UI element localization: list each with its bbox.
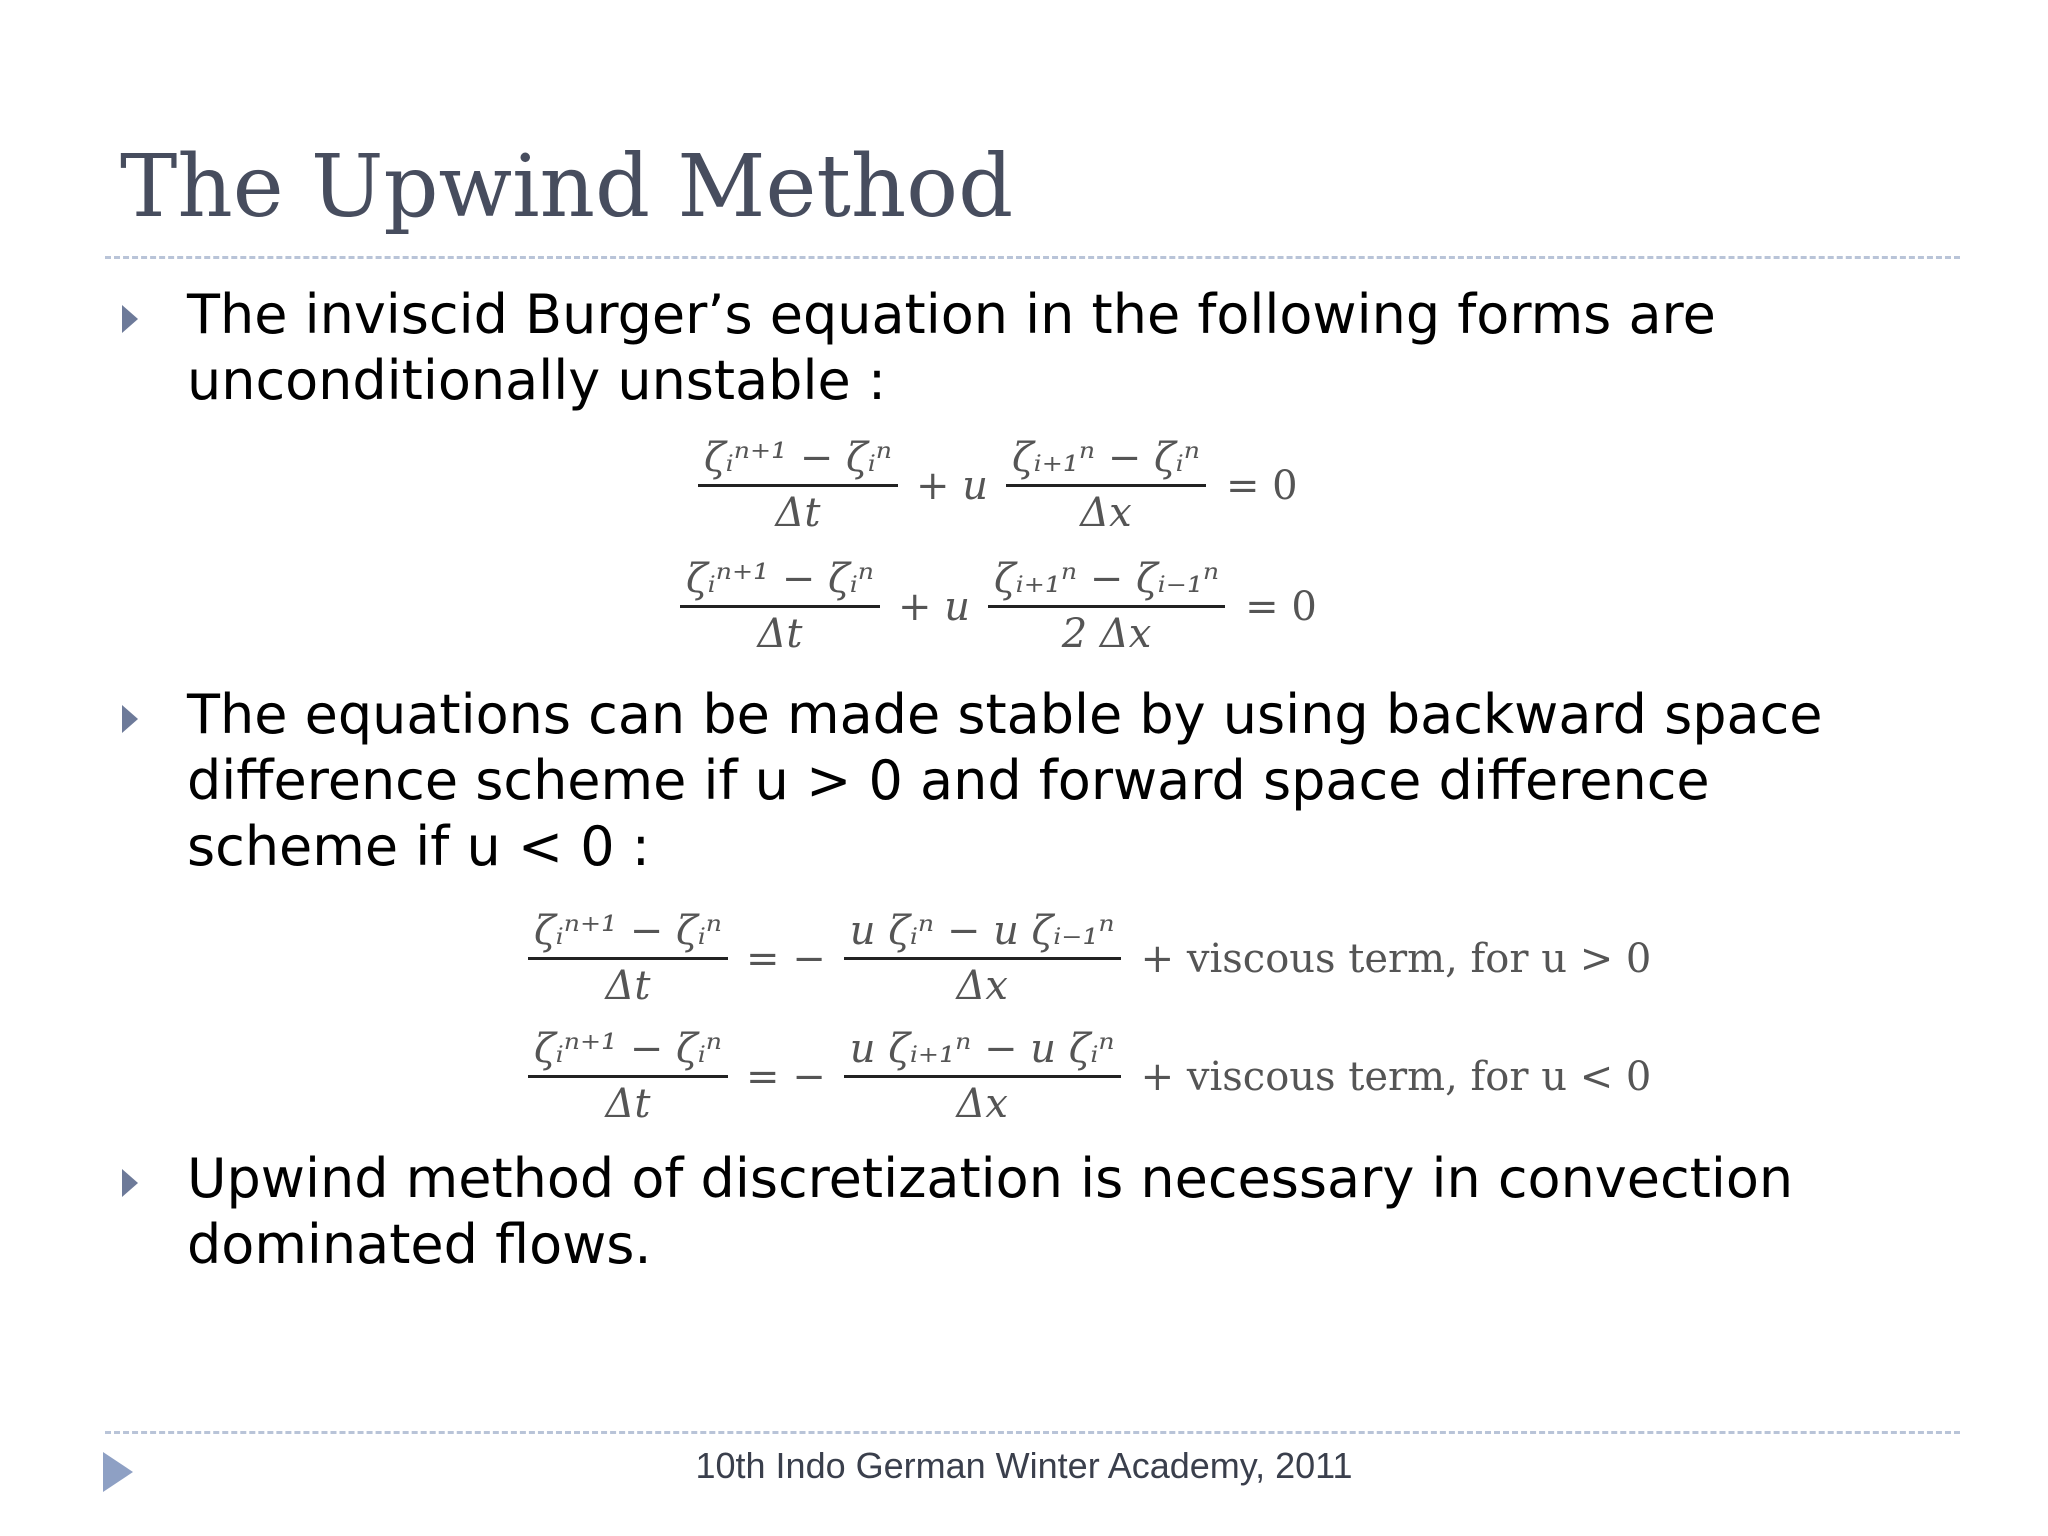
equation-rhs: = 0 xyxy=(1225,462,1298,509)
bullet-text-3: Upwind method of discretization is necessary in convection dominated flows. xyxy=(187,1147,1794,1276)
footer-text: 10th Indo German Winter Academy, 2011 xyxy=(695,1445,1353,1486)
denominator: Δt xyxy=(757,611,803,657)
fraction xyxy=(1006,432,1206,539)
fraction xyxy=(988,553,1225,660)
equation-rhs: = 0 xyxy=(1245,583,1317,630)
numerator: ζᵢⁿ⁺¹ − ζᵢⁿ xyxy=(686,556,874,602)
operator: = − xyxy=(745,1053,826,1100)
numerator: ζᵢⁿ⁺¹ − ζᵢⁿ xyxy=(534,908,722,954)
denominator: Δt xyxy=(775,490,821,536)
footer-divider xyxy=(105,1431,1960,1434)
bullet-arrow-icon xyxy=(122,1169,138,1197)
slide-title: The Upwind Method xyxy=(120,137,1014,237)
operator: + u xyxy=(915,462,988,509)
fraction xyxy=(680,553,880,660)
numerator: u ζᵢⁿ − u ζᵢ₋₁ⁿ xyxy=(849,908,1115,954)
fraction xyxy=(528,1023,728,1130)
equation-unstable-1 xyxy=(690,432,1298,539)
operator: = − xyxy=(745,935,826,982)
denominator: Δx xyxy=(956,1081,1008,1127)
fraction xyxy=(844,905,1121,1012)
operator: + u xyxy=(897,583,970,630)
denominator: Δt xyxy=(605,1081,651,1127)
equation-tail: + viscous term, for u < 0 xyxy=(1140,1053,1652,1100)
fraction xyxy=(698,432,898,539)
equation-stable-2 xyxy=(520,1023,1651,1130)
bullet-text-1: The inviscid Burger’s equation in the following forms are unconditionally unstable : xyxy=(187,283,1716,412)
fraction xyxy=(844,1023,1121,1130)
fraction xyxy=(528,905,728,1012)
bullet-text-2: The equations can be made stable by using backward space difference scheme if u > 0 and forward space difference scheme if u < 0 : xyxy=(187,683,1823,878)
numerator: ζᵢⁿ⁺¹ − ζᵢⁿ xyxy=(534,1026,722,1072)
bullet-arrow-icon xyxy=(122,705,138,733)
denominator: 2 Δx xyxy=(1061,611,1152,657)
equation-tail: + viscous term, for u > 0 xyxy=(1140,935,1652,982)
numerator: u ζᵢ₊₁ⁿ − u ζᵢⁿ xyxy=(849,1026,1115,1072)
denominator: Δx xyxy=(956,963,1008,1009)
numerator: ζᵢ₊₁ⁿ − ζᵢⁿ xyxy=(1011,435,1200,481)
numerator: ζᵢⁿ⁺¹ − ζᵢⁿ xyxy=(704,435,892,481)
denominator: Δx xyxy=(1080,490,1132,536)
numerator: ζᵢ₊₁ⁿ − ζᵢ₋₁ⁿ xyxy=(993,556,1220,602)
bullet-arrow-icon xyxy=(122,305,138,333)
denominator: Δt xyxy=(605,963,651,1009)
title-divider xyxy=(105,256,1960,259)
equation-stable-1 xyxy=(520,905,1651,1012)
equation-unstable-2 xyxy=(672,553,1317,660)
